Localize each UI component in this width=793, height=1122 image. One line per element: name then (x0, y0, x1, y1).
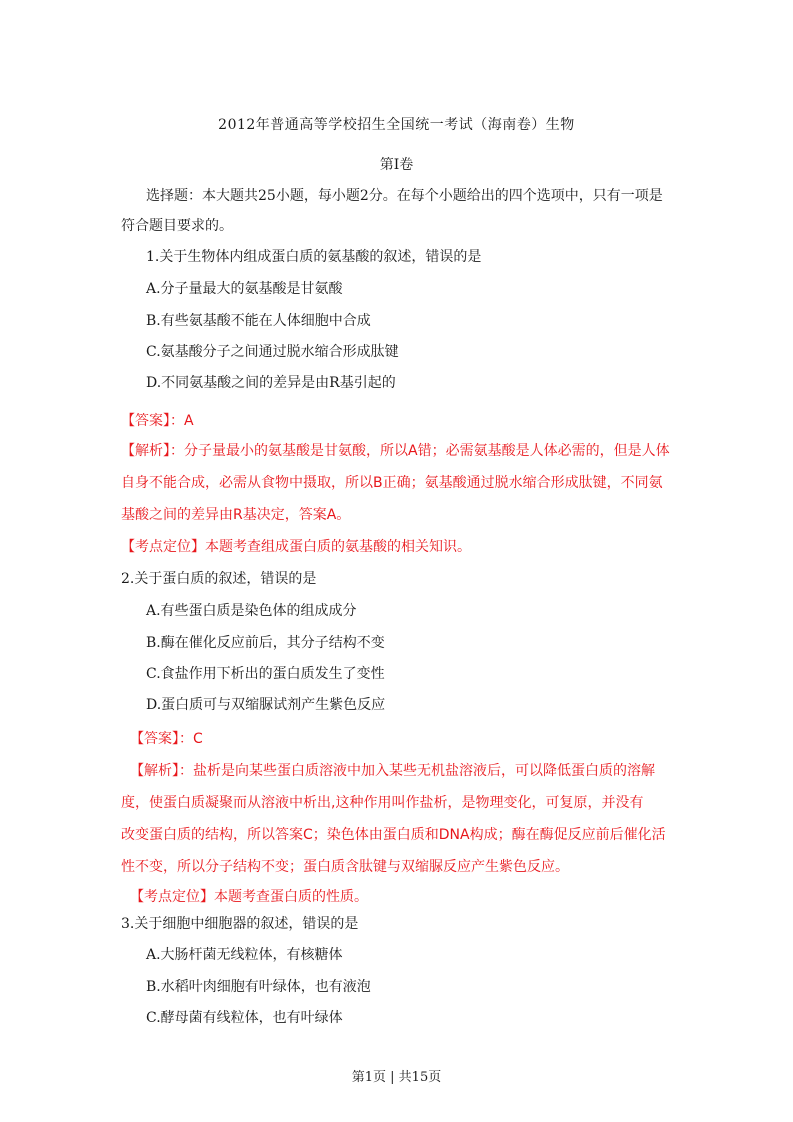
option-a: A.有些蛋白质是染色体的组成成分 (146, 603, 357, 619)
answer-line: 【答案】：C (130, 731, 203, 747)
answer-line: 【答案】：A (121, 413, 194, 429)
option-b: B.酶在催化反应前后，其分子结构不变 (146, 635, 385, 651)
question-stem: 2.关于蛋白质的叙述，错误的是 (121, 571, 317, 587)
analysis-line: 基酸之间的差异由R基决定，答案A。 (121, 507, 351, 523)
option-a: A.分子量最大的氨基酸是甘氨酸 (146, 281, 343, 297)
topic-line: 【考点定位】本题考查蛋白质的性质。 (130, 889, 368, 905)
option-b: B.有些氨基酸不能在人体细胞中合成 (146, 313, 371, 329)
option-d: D.蛋白质可与双缩脲试剂产生紫色反应 (146, 697, 386, 713)
analysis-line: 性不变，所以分子结构不变；蛋白质含肽键与双缩脲反应产生紫色反应。 (121, 859, 569, 875)
question-stem: 3.关于细胞中细胞器的叙述，错误的是 (121, 916, 359, 932)
instructions-line: 选择题：本大题共25小题，每小题2分。在每个小题给出的四个选项中，只有一项是 (146, 188, 663, 204)
exam-title: 2012年普通高等学校招生全国统一考试（海南卷）生物 (218, 117, 575, 133)
analysis-line: 自身不能合成，必需从食物中摄取，所以B正确；氨基酸通过脱水缩合形成肽键，不同氨 (121, 475, 663, 491)
option-b: B.水稻叶肉细胞有叶绿体，也有液泡 (146, 979, 371, 995)
analysis-line: 改变蛋白质的结构，所以答案C；染色体由蛋白质和DNA构成；酶在酶促反应前后催化活 (121, 827, 666, 843)
analysis-line: 度，使蛋白质凝聚而从溶液中析出,这种作用叫作盐析，是物理变化，可复原，并没有 (121, 795, 644, 811)
option-d: D.不同氨基酸之间的差异是由R基引起的 (146, 375, 396, 391)
volume-heading: 第I卷 (379, 157, 414, 173)
page-footer: 第1页 | 共15页 (351, 1070, 442, 1085)
option-c: C.酵母菌有线粒体，也有叶绿体 (146, 1010, 343, 1026)
analysis-line: 【解析】：分子量最小的氨基酸是甘氨酸，所以A错；必需氨基酸是人体必需的，但是人体 (121, 443, 670, 459)
question-stem: 1.关于生物体内组成蛋白质的氨基酸的叙述，错误的是 (146, 249, 482, 265)
instructions-line: 符合题目要求的。 (121, 218, 233, 234)
analysis-line: 【解析】：盐析是向某些蛋白质溶液中加入某些无机盐溶液后，可以降低蛋白质的溶解 (130, 763, 655, 779)
option-c: C.氨基酸分子之间通过脱水缩合形成肽键 (146, 344, 399, 360)
option-a: A.大肠杆菌无线粒体，有核糖体 (146, 947, 343, 963)
topic-line: 【考点定位】本题考查组成蛋白质的氨基酸的相关知识。 (121, 539, 471, 555)
option-c: C.食盐作用下析出的蛋白质发生了变性 (146, 666, 385, 682)
